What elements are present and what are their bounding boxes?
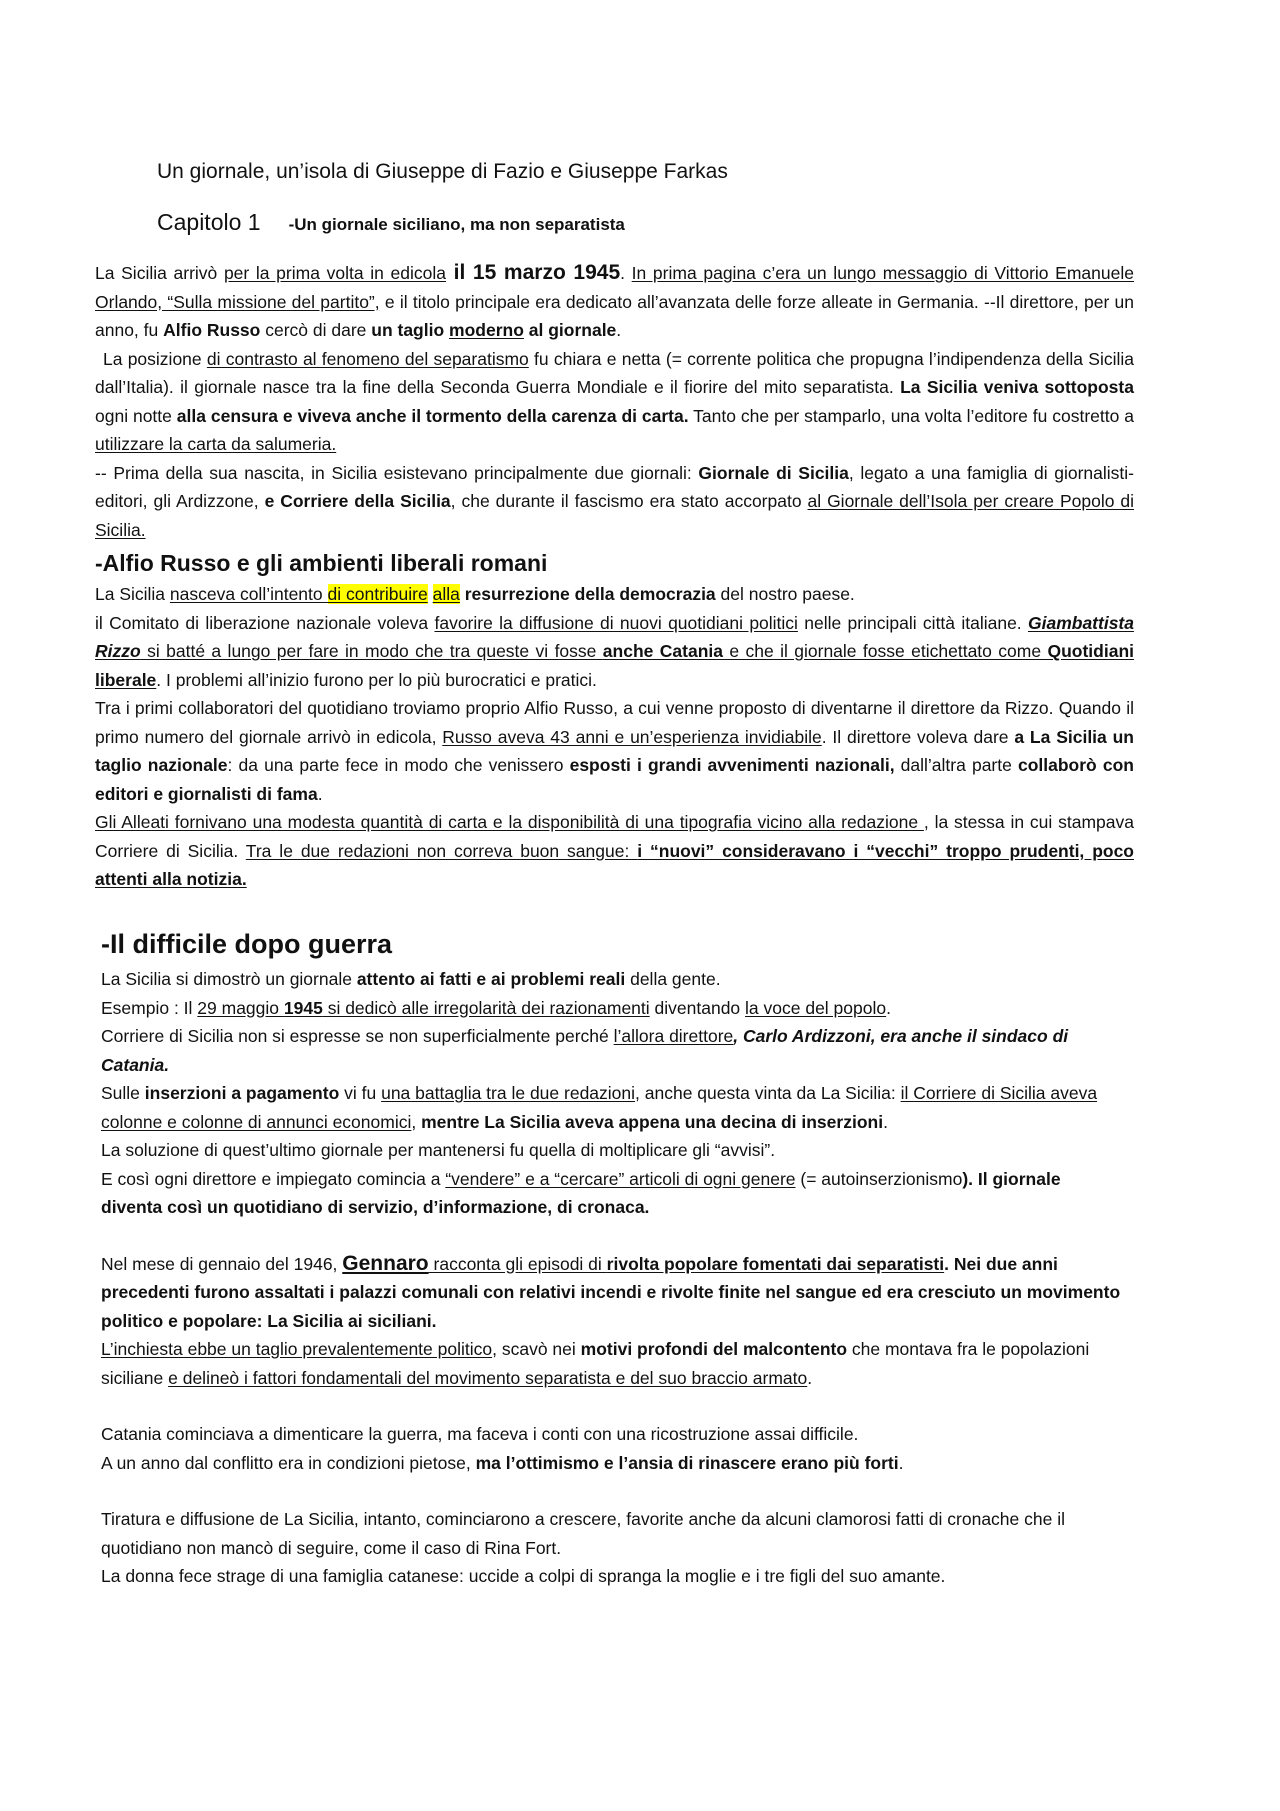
text-run: La Sicilia arrivò	[95, 263, 224, 283]
bold-underlined-text: Gennaro	[342, 1251, 429, 1275]
bold-text: motivi profondi del malcontento	[580, 1339, 848, 1359]
text-run: Nel mese di gennaio del 1946,	[101, 1253, 343, 1274]
bold-text: un taglio	[371, 320, 450, 340]
paragraph-spacer	[101, 1477, 1121, 1505]
bold-text: attento ai fatti e ai problemi reali	[356, 969, 626, 989]
underlined-text: il Corriere di Sicilia aveva colonne e colonne di annunci economici	[101, 1083, 1098, 1132]
bold-text: resurrezione della democrazia	[464, 584, 716, 604]
text-run: .	[317, 783, 323, 804]
paragraph-spacer	[101, 1392, 1121, 1420]
bold-italic-text: , Carlo Ardizzoni	[733, 1026, 871, 1046]
underlined-text: Russo aveva 43 anni e un’esperienza invidiabile	[442, 726, 822, 747]
text-run	[428, 584, 433, 604]
line-corriere	[101, 1022, 1121, 1079]
underlined-text: di contrasto al fenomeno del separatismo	[206, 348, 529, 369]
bold-text: La Sicilia veniva sottoposta	[900, 377, 1134, 397]
bold-italic-underlined-text: Giambattista Rizzo	[95, 612, 1134, 661]
bold-italic-text: , era anche il sindaco di Catania.	[101, 1026, 1069, 1075]
paragraph-comitato	[95, 609, 1134, 695]
text-run: cercò di dare	[260, 320, 372, 340]
text-run: La posizione	[103, 348, 207, 369]
highlighted-text: alla	[432, 584, 460, 604]
bold-text: collaborò con editori e giornalisti di fama	[95, 755, 1134, 804]
line-inserzioni	[101, 1079, 1121, 1136]
bold-text: mentre La Sicilia aveva appena una decina di inserzioni	[421, 1111, 884, 1132]
paragraph-spacer	[101, 1222, 1121, 1250]
section-heading-alfio-russo: -Alfio Russo e gli ambienti liberali romani	[95, 550, 548, 576]
section-heading-dopo-guerra: -Il difficile dopo guerra	[101, 929, 393, 959]
line-rina-fort: La donna fece strage di una famiglia catanese: uccide a colpi di spranga la moglie e i tre figli del suo amante.	[101, 1566, 946, 1586]
underlined-text: per la prima volta in edicola	[223, 263, 446, 283]
line-anno-dal-conflitto	[101, 1449, 1121, 1478]
line-catania: Catania cominciava a dimenticare la guerra, ma faceva i conti con una ricostruzione assai difficile.	[101, 1424, 859, 1444]
section-1	[95, 259, 1134, 894]
paragraph-separatism	[95, 345, 1134, 459]
bold-underlined-text: Quotidiani liberale	[95, 641, 1135, 690]
chapter-subtitle: -Un giornale siciliano, ma non separatista	[288, 215, 625, 234]
chapter-label: Capitolo 1	[157, 209, 261, 235]
text-run: della gente.	[625, 969, 721, 989]
line-attento-ai-fatti	[101, 965, 1121, 994]
text-run: fu chiara e netta (= corrente politica che propugna l’indipendenza della Sicilia dall’Italia). il giornale nasce tra la fine della Seconda Guerra Mondiale e il fiorire del mito separatista.	[95, 348, 1134, 397]
text-run: e il titolo principale era dedicato all’avanzata delle forze alleate in Germania. --Il direttore, per un anno, fu	[95, 291, 1134, 340]
bold-underlined-text: i “nuovi” consideravano i “vecchi” troppo prudenti, poco attenti alla notizia.	[95, 840, 1134, 889]
paragraph-tiratura: Tiratura e diffusione de La Sicilia, intanto, cominciarono a crescere, favorite anche da alcuni clamorosi fatti di cronache che il quotidiano non mancò di seguire, come il caso di Rina Fort.	[101, 1509, 1065, 1558]
date-emphasis: il 15 marzo 1945	[445, 261, 621, 284]
text-run: Tanto che per stamparlo, una volta l’editore fu costretto a	[688, 405, 1134, 426]
bold-text: ma l’ottimismo e l’ansia di rinascere erano più forti	[475, 1452, 899, 1473]
text-run: che montava fra le popolazioni siciliane	[101, 1339, 1090, 1388]
bold-underlined-text: moderno	[449, 320, 524, 340]
text-run: Esempio : Il	[101, 997, 198, 1018]
text-run: , scavò nei	[492, 1339, 581, 1359]
underlined-text: l’allora direttore	[613, 1026, 734, 1046]
underlined-text: “vendere” e a “cercare” articoli di ogni genere	[445, 1168, 796, 1189]
underlined-text: 29 maggio	[197, 997, 284, 1018]
text-run: del nostro paese.	[715, 584, 855, 604]
document-title: Un giornale, un’isola di Giuseppe di Fazio e Giuseppe Farkas	[157, 160, 728, 183]
bold-text: . Nei due anni precedenti furono assaltati i palazzi comunali con relativi incendi e rivolte finite nel sangue ed era cresciuto un movimento politico e popolare: La Sicilia ai siciliani.	[101, 1253, 1121, 1331]
bold-underlined-text: anche Catania	[602, 641, 723, 661]
text-run: , legato a una famiglia di giornalisti-editori, gli Ardizzone,	[95, 462, 1134, 511]
text-run: (= autoinserzionismo	[795, 1168, 963, 1189]
bold-text: e Corriere della Sicilia	[264, 491, 451, 511]
text-run: -- Prima della sua nascita, in Sicilia esistevano principalmente due giornali:	[95, 462, 699, 483]
underlined-text: L’inchiesta ebbe un taglio prevalentemente politico	[101, 1339, 493, 1359]
underlined-text: nasceva coll’intento	[169, 584, 328, 604]
underlined-text: Gli Alleati fornivano una modesta quantità di carta e la disponibilità di una tipografia vicino alla redazione	[95, 812, 924, 832]
text-run: Sulle	[101, 1083, 145, 1103]
underlined-text: la voce del popolo	[745, 997, 887, 1018]
bold-text: inserzioni a pagamento	[144, 1083, 340, 1103]
paragraph-inchiesta	[101, 1335, 1121, 1392]
paragraph-intent	[95, 580, 1134, 609]
text-run: .	[616, 320, 622, 340]
line-esempio	[101, 994, 1121, 1023]
bold-text: a La Sicilia un taglio nazionale	[95, 726, 1134, 775]
bold-underlined-text: 1945	[283, 997, 323, 1018]
underlined-text: e che il giornale fosse etichettato come	[722, 641, 1048, 661]
underlined-text: al Giornale dell’Isola per creare Popolo di Sicilia.	[95, 491, 1135, 540]
text-run: ,	[411, 1111, 422, 1132]
underlined-text: favorire la diffusione di nuovi quotidiani politici	[434, 612, 798, 633]
text-run: . I problemi all’inizio furono per lo più burocratici e pratici.	[156, 669, 597, 690]
bold-text: ). Il giornale diventa così un quotidiano di servizio, d’informazione, di cronaca.	[101, 1168, 1061, 1217]
text-run: A un anno dal conflitto era in condizioni pietose,	[101, 1452, 476, 1473]
text-run: La Sicilia	[95, 584, 170, 604]
paragraph-two-newspapers	[95, 459, 1134, 545]
text-run: vi fu	[339, 1083, 382, 1103]
paragraph-collaborators	[95, 694, 1134, 808]
text-run: dall’altra parte	[894, 755, 1018, 775]
underlined-text: una battaglia tra le due redazioni	[381, 1083, 636, 1103]
text-run: . Il direttore voleva dare	[821, 726, 1015, 747]
bold-text: Giornale di Sicilia	[698, 462, 849, 483]
bold-text: Alfio Russo	[163, 320, 261, 340]
text-run: , che durante il fascismo era stato accorpato	[450, 491, 808, 511]
text-run: .	[620, 263, 632, 283]
paragraph-alleati	[95, 808, 1134, 894]
bold-text: esposti i grandi avvenimenti nazionali,	[569, 755, 895, 775]
text-run: , la stessa in cui stampava Corriere di Sicilia.	[95, 812, 1134, 861]
line-soluzione: La soluzione di quest’ultimo giornale per mantenersi fu quella di moltiplicare gli “avvisi”.	[101, 1140, 776, 1160]
text-run: .	[883, 1111, 888, 1132]
paragraph-gennaio-1946	[101, 1250, 1121, 1336]
underlined-text: utilizzare la carta da salumeria.	[95, 434, 337, 454]
underlined-text: Tra le due redazioni non correva buon sangue:	[245, 840, 638, 861]
bold-underlined-text: rivolta popolare fomentati dai separatisti	[606, 1253, 945, 1274]
text-run: ogni notte	[95, 405, 177, 426]
text-run: .	[886, 997, 891, 1018]
text-run: La Sicilia si dimostrò un giornale	[101, 969, 357, 989]
underlined-text: racconta gli episodi di	[428, 1253, 607, 1274]
text-run: Corriere di Sicilia non si espresse se non superficialmente perché	[101, 1026, 614, 1046]
text-run: : da una parte fece in modo che venissero	[227, 755, 570, 775]
text-run: il Comitato di liberazione nazionale voleva	[95, 612, 435, 633]
bold-text: al giornale	[523, 320, 617, 340]
section-2	[101, 925, 1121, 1591]
text-run: .	[807, 1367, 813, 1388]
highlighted-text: di contribuire	[327, 584, 428, 604]
text-run: E così ogni direttore e impiegato comincia a	[101, 1168, 446, 1189]
text-run: Tra i primi collaboratori del quotidiano troviamo proprio Alfio Russo, a cui venne proposto di diventarne il direttore da Rizzo. Quando il primo numero del giornale arrivò in edicola,	[95, 698, 1134, 747]
bold-text: alla censura e viveva anche il tormento della carenza di carta.	[176, 405, 689, 426]
line-autoinserzionismo	[101, 1165, 1121, 1222]
underlined-text: si batté a lungo per fare in modo che tra queste vi fosse	[140, 641, 603, 661]
text-run: .	[898, 1452, 904, 1473]
text-run: , anche questa vinta da La Sicilia:	[635, 1083, 901, 1103]
text-run: diventando	[649, 997, 746, 1018]
paragraph-first-issue	[95, 259, 1134, 345]
underlined-text: si dedicò alle irregolarità dei razionamenti	[322, 997, 650, 1018]
underlined-text: In prima pagina c’era un lungo messaggio di Vittorio Emanuele Orlando, “Sulla missione del partito”,	[95, 263, 1134, 312]
chapter-heading	[157, 207, 625, 241]
underlined-text: e delineò i fattori fondamentali del movimento separatista e del suo braccio armato	[168, 1367, 808, 1388]
text-run: nelle principali città italiane.	[797, 612, 1028, 633]
